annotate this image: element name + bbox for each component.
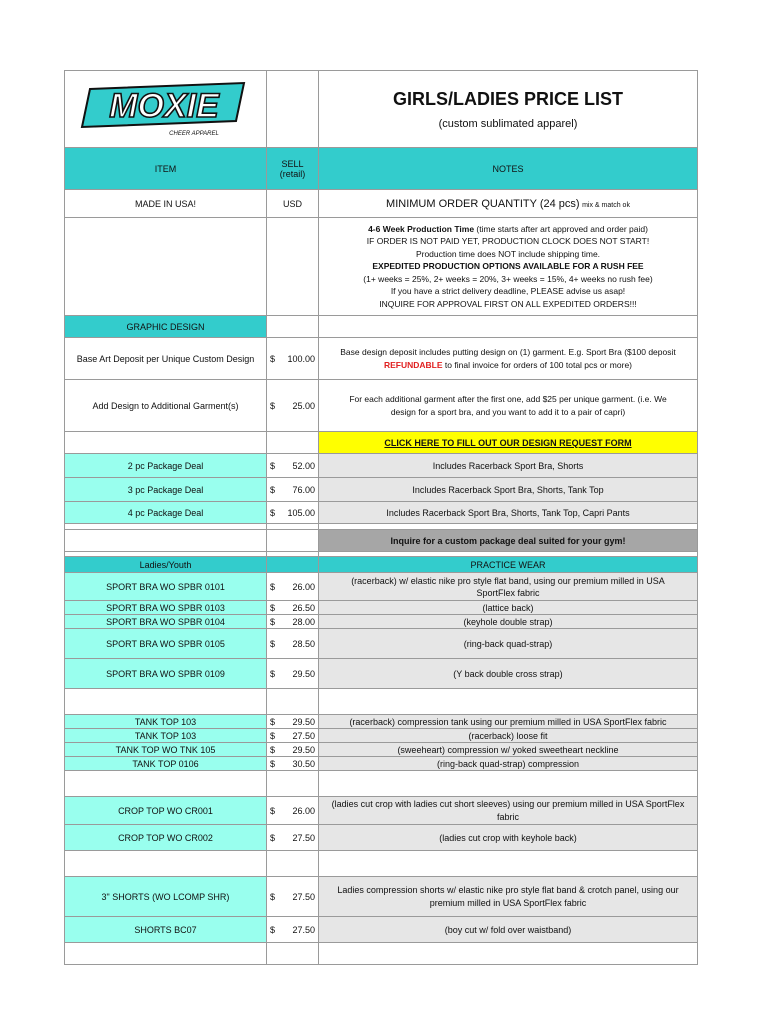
product-item: SPORT BRA WO SPBR 0105	[65, 629, 267, 659]
product-note: (keyhole double strap)	[319, 615, 698, 629]
package-3pc: 3 pc Package Deal	[65, 478, 267, 502]
package-4pc-price: $ 105.00	[267, 502, 319, 524]
section-practice-wear: PRACTICE WEAR	[319, 557, 698, 573]
product-note: (ring-back quad-strap)	[319, 629, 698, 659]
blank-cell	[267, 71, 319, 148]
made-in-usa: MADE IN USA!	[65, 190, 267, 218]
title-cell	[319, 71, 698, 148]
package-2pc-note: Includes Racerback Sport Bra, Shorts	[319, 454, 698, 478]
package-4pc-note: Includes Racerback Sport Bra, Shorts, Tank Top, Capri Pants	[319, 502, 698, 524]
logo-text: MOXIE	[108, 87, 219, 125]
package-3pc-price: $ 76.00	[267, 478, 319, 502]
product-note: (lattice back)	[319, 601, 698, 615]
product-item: SPORT BRA WO SPBR 0109	[65, 659, 267, 689]
product-note: (sweeheart) compression w/ yoked sweetheart neckline	[319, 743, 698, 757]
product-note: (ladies cut crop with keyhole back)	[319, 825, 698, 851]
product-price: $ 29.50	[267, 715, 319, 729]
product-item: SPORT BRA WO SPBR 0103	[65, 601, 267, 615]
section-ladies-youth: Ladies/Youth	[65, 557, 267, 573]
product-item: CROP TOP WO CR002	[65, 825, 267, 851]
base-art-note: Base design deposit includes putting design on (1) garment. E.g. Sport Bra ($100 deposit REFUNDABLE to final invoice for orders of 100 total pcs or more)	[319, 338, 698, 380]
page-title: GIRLS/LADIES PRICE LIST	[392, 88, 624, 109]
product-price: $ 27.50	[267, 917, 319, 943]
product-item: SPORT BRA WO SPBR 0101	[65, 573, 267, 601]
add-design-price: $ 25.00	[267, 380, 319, 432]
product-price: $ 29.50	[267, 659, 319, 689]
product-note: (boy cut w/ fold over waistband)	[319, 917, 698, 943]
product-price: $ 27.50	[267, 825, 319, 851]
product-item: TANK TOP 103	[65, 715, 267, 729]
header-sell: SELL (retail)	[267, 148, 319, 190]
product-note: (Y back double cross strap)	[319, 659, 698, 689]
inquire-banner: Inquire for a custom package deal suited for your gym!	[319, 530, 698, 552]
product-price: $ 27.50	[267, 729, 319, 743]
moq-small: mix & match ok	[582, 201, 630, 209]
product-item: TANK TOP WO TNK 105	[65, 743, 267, 757]
package-2pc-price: $ 52.00	[267, 454, 319, 478]
moq-text: MINIMUM ORDER QUANTITY (24 pcs)	[386, 197, 580, 210]
design-request-link[interactable]: CLICK HERE TO FILL OUT OUR DESIGN REQUEST FORM	[319, 432, 698, 454]
product-item: TANK TOP 103	[65, 729, 267, 743]
product-note: (racerback) loose fit	[319, 729, 698, 743]
product-item: TANK TOP 0106	[65, 757, 267, 771]
product-price: $ 26.50	[267, 601, 319, 615]
price-list-table	[64, 70, 698, 965]
moxie-logo	[76, 75, 256, 141]
product-note: (ladies cut crop with ladies cut short sleeves) using our premium milled in USA SportFlex fabric	[319, 797, 698, 825]
header-item: ITEM	[65, 148, 267, 190]
production-info: 4-6 Week Production Time (time starts after art approved and order paid) IF ORDER IS NOT PAID YET, PRODUCTION CLOCK DOES NOT START! Production time does NOT include shipping time. EXPEDITED PRODUCTION OPTIONS AVAILABLE FOR A RUSH FEE (1+ weeks = 25%, 2+ weeks = 20%, 3+ weeks = 15%, 4+ weeks no rush fee) If you have a strict delivery deadline, PLEASE advise us asap! INQUIRE FOR APPROVAL FIRST ON ALL EXPEDITED ORDERS!!!	[319, 218, 698, 316]
product-note: (racerback) w/ elastic nike pro style flat band, using our premium milled in USA SportFlex fabric	[319, 573, 698, 601]
graphic-design-heading: GRAPHIC DESIGN	[65, 316, 267, 338]
product-price: $ 28.50	[267, 629, 319, 659]
product-price: $ 26.00	[267, 797, 319, 825]
product-price: $ 30.50	[267, 757, 319, 771]
product-note: (racerback) compression tank using our premium milled in USA SportFlex fabric	[319, 715, 698, 729]
product-item: SPORT BRA WO SPBR 0104	[65, 615, 267, 629]
product-price: $ 26.00	[267, 573, 319, 601]
header-notes: NOTES	[319, 148, 698, 190]
moq-cell	[319, 190, 698, 218]
base-art-item: Base Art Deposit per Unique Custom Design	[65, 338, 267, 380]
product-note: (ring-back quad-strap) compression	[319, 757, 698, 771]
base-art-price: $ 100.00	[267, 338, 319, 380]
logo-cell	[65, 71, 267, 148]
package-3pc-note: Includes Racerback Sport Bra, Shorts, Tank Top	[319, 478, 698, 502]
product-price: $ 28.00	[267, 615, 319, 629]
package-4pc: 4 pc Package Deal	[65, 502, 267, 524]
package-2pc: 2 pc Package Deal	[65, 454, 267, 478]
product-note: Ladies compression shorts w/ elastic nike pro style flat band & crotch panel, using our premium milled in USA SportFlex fabric	[319, 877, 698, 917]
add-design-item: Add Design to Additional Garment(s)	[65, 380, 267, 432]
product-item: 3" SHORTS (WO LCOMP SHR)	[65, 877, 267, 917]
currency-label: USD	[267, 190, 319, 218]
product-price: $ 29.50	[267, 743, 319, 757]
page-subtitle: (custom sublimated apparel)	[438, 117, 578, 130]
product-item: CROP TOP WO CR001	[65, 797, 267, 825]
product-item: SHORTS BC07	[65, 917, 267, 943]
add-design-note: For each additional garment after the first one, add $25 per unique garment. (i.e. We design for a sport bra, and you want to add it to a pair of capri)	[319, 380, 698, 432]
product-price: $ 27.50	[267, 877, 319, 917]
logo-subtext: CHEER APPAREL	[168, 131, 219, 137]
